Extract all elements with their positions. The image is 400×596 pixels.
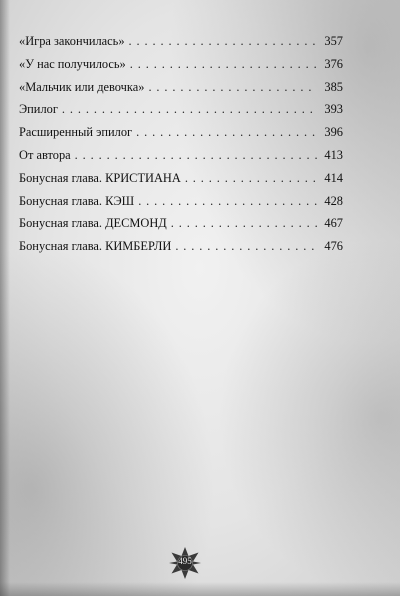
toc-entry-page: 396 bbox=[324, 125, 343, 140]
page-shadow-left bbox=[0, 0, 10, 596]
dot-leader bbox=[185, 167, 317, 190]
dot-leader bbox=[129, 30, 317, 53]
toc-entry bbox=[19, 30, 343, 53]
dot-leader bbox=[175, 235, 317, 258]
toc-entry-title: От автора bbox=[19, 147, 71, 162]
toc-entry-page: 376 bbox=[324, 56, 343, 71]
toc-entry-page: 385 bbox=[324, 79, 343, 94]
dot-leader bbox=[130, 53, 317, 76]
toc-entry-page: 467 bbox=[324, 216, 343, 231]
toc-entry bbox=[19, 121, 343, 144]
toc-entry-page: 476 bbox=[324, 239, 343, 254]
toc-entry-title: «Игра закончилась» bbox=[19, 34, 125, 48]
dot-leader bbox=[75, 144, 317, 167]
page-shadow-bottom bbox=[0, 582, 400, 596]
page-number: 495 bbox=[178, 556, 192, 566]
dot-leader bbox=[138, 190, 317, 213]
toc-entry-page: 428 bbox=[324, 193, 343, 208]
toc-entry bbox=[19, 190, 343, 213]
dot-leader bbox=[136, 121, 317, 144]
dot-leader bbox=[62, 98, 317, 121]
toc-entry-title: «Мальчик или девочка» bbox=[19, 79, 145, 94]
toc-entry bbox=[19, 144, 343, 167]
toc-entry-title: Бонусная глава. КИМБЕРЛИ bbox=[19, 239, 172, 254]
toc-entry-title: Расширенный эпилог bbox=[19, 125, 133, 140]
toc-entry-title: Бонусная глава. КЭШ bbox=[19, 193, 135, 208]
toc-entry bbox=[19, 212, 343, 235]
toc-entry bbox=[19, 53, 343, 76]
toc-entry-page: 414 bbox=[324, 170, 343, 185]
toc-entry-title: «У нас получилось» bbox=[19, 56, 126, 71]
toc-entry-title: Бонусная глава. ДЕСМОНД bbox=[19, 216, 167, 231]
toc-entry bbox=[19, 235, 343, 258]
toc-entry bbox=[19, 76, 343, 99]
dot-leader bbox=[148, 76, 317, 99]
table-of-contents bbox=[19, 30, 343, 258]
dot-leader bbox=[171, 212, 317, 235]
toc-entry-title: Эпилог bbox=[19, 102, 58, 117]
toc-entry-page: 357 bbox=[324, 34, 343, 48]
toc-entry bbox=[19, 98, 343, 121]
toc-entry bbox=[19, 167, 343, 190]
toc-entry-page: 413 bbox=[324, 147, 343, 162]
toc-entry-title: Бонусная глава. КРИСТИАНА bbox=[19, 170, 181, 185]
toc-entry-page: 393 bbox=[324, 102, 343, 117]
